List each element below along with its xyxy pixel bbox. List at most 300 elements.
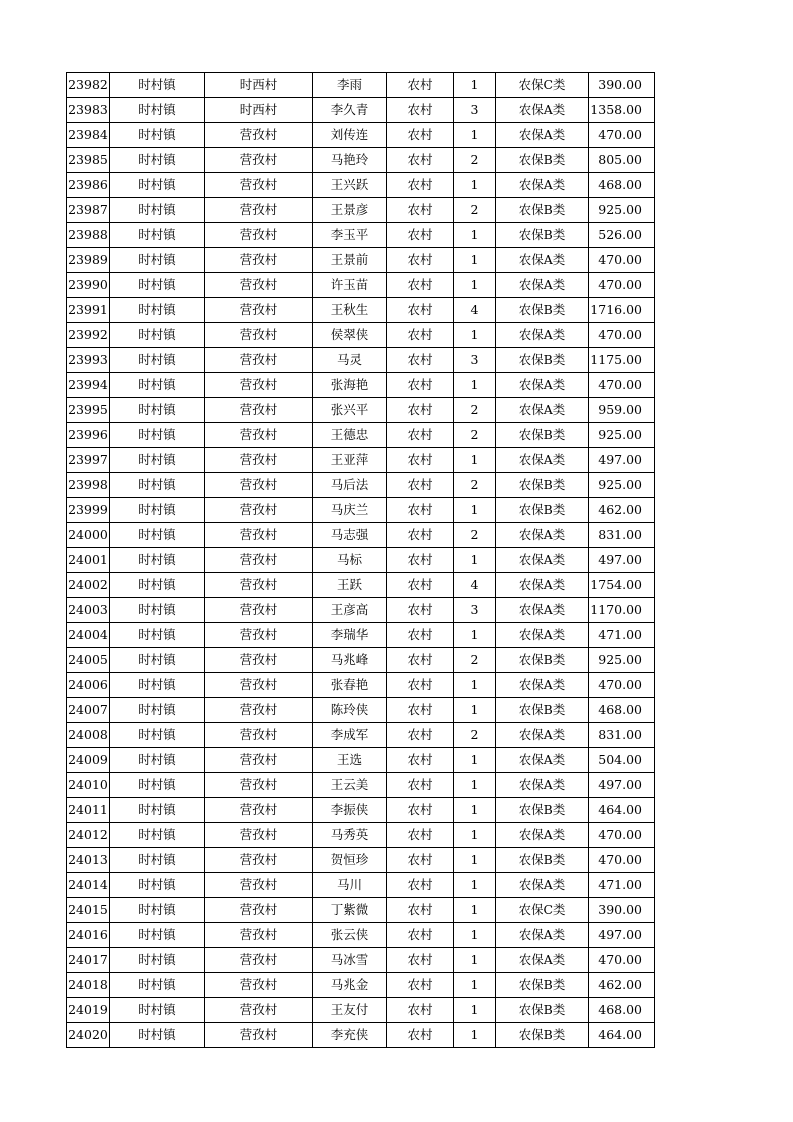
member-count-cell: 1 (454, 823, 496, 848)
person-name-cell: 王云美 (313, 773, 387, 798)
record-number: 24003 (67, 598, 110, 623)
table-row (67, 248, 655, 273)
table-row (67, 598, 655, 623)
insurance-category-cell: 农保B类 (496, 698, 589, 723)
town-cell: 时村镇 (110, 623, 205, 648)
amount-cell: 497.00 (589, 773, 655, 798)
village-cell: 营孜村 (205, 198, 313, 223)
member-count-cell: 2 (454, 523, 496, 548)
member-count-cell: 1 (454, 323, 496, 348)
person-name-cell: 马艳玲 (313, 148, 387, 173)
member-count-cell: 1 (454, 998, 496, 1023)
person-name-cell: 马川 (313, 873, 387, 898)
person-name-cell: 马标 (313, 548, 387, 573)
amount-cell: 470.00 (589, 273, 655, 298)
town-cell: 时村镇 (110, 973, 205, 998)
amount-cell: 471.00 (589, 873, 655, 898)
village-cell: 营孜村 (205, 623, 313, 648)
insurance-category-cell: 农保A类 (496, 173, 589, 198)
insurance-category-cell: 农保B类 (496, 498, 589, 523)
member-count-cell: 3 (454, 598, 496, 623)
amount-cell: 464.00 (589, 798, 655, 823)
record-number: 24009 (67, 748, 110, 773)
household-type-cell: 农村 (387, 398, 454, 423)
member-count-cell: 1 (454, 798, 496, 823)
insurance-category-cell: 农保A类 (496, 573, 589, 598)
insurance-category-cell: 农保B类 (496, 223, 589, 248)
household-type-cell: 农村 (387, 848, 454, 873)
insurance-category-cell: 农保A类 (496, 323, 589, 348)
record-number: 23989 (67, 248, 110, 273)
member-count-cell: 1 (454, 73, 496, 98)
person-name-cell: 李久青 (313, 98, 387, 123)
table-row (67, 948, 655, 973)
town-cell: 时村镇 (110, 98, 205, 123)
village-cell: 营孜村 (205, 1023, 313, 1048)
amount-cell: 831.00 (589, 723, 655, 748)
insurance-category-cell: 农保B类 (496, 423, 589, 448)
insurance-category-cell: 农保A类 (496, 773, 589, 798)
household-type-cell: 农村 (387, 273, 454, 298)
amount-cell: 470.00 (589, 823, 655, 848)
amount-cell: 1754.00 (589, 573, 655, 598)
record-number: 23987 (67, 198, 110, 223)
village-cell: 营孜村 (205, 123, 313, 148)
table-row (67, 423, 655, 448)
insurance-category-cell: 农保B类 (496, 198, 589, 223)
record-number: 23985 (67, 148, 110, 173)
table-row (67, 923, 655, 948)
town-cell: 时村镇 (110, 523, 205, 548)
table-row (67, 398, 655, 423)
household-type-cell: 农村 (387, 898, 454, 923)
village-cell: 营孜村 (205, 648, 313, 673)
village-cell: 营孜村 (205, 573, 313, 598)
amount-cell: 462.00 (589, 498, 655, 523)
village-cell: 营孜村 (205, 323, 313, 348)
household-type-cell: 农村 (387, 498, 454, 523)
member-count-cell: 1 (454, 623, 496, 648)
table-row (67, 698, 655, 723)
member-count-cell: 2 (454, 423, 496, 448)
record-number: 23993 (67, 348, 110, 373)
table-row (67, 823, 655, 848)
member-count-cell: 1 (454, 898, 496, 923)
insurance-category-cell: 农保A类 (496, 873, 589, 898)
table-row (67, 173, 655, 198)
village-cell: 营孜村 (205, 848, 313, 873)
household-type-cell: 农村 (387, 73, 454, 98)
table-row (67, 898, 655, 923)
record-number: 24004 (67, 623, 110, 648)
village-cell: 营孜村 (205, 948, 313, 973)
household-type-cell: 农村 (387, 823, 454, 848)
person-name-cell: 许玉苗 (313, 273, 387, 298)
amount-cell: 462.00 (589, 973, 655, 998)
amount-cell: 468.00 (589, 998, 655, 1023)
table-row (67, 998, 655, 1023)
person-name-cell: 马兆峰 (313, 648, 387, 673)
person-name-cell: 马兆金 (313, 973, 387, 998)
amount-cell: 504.00 (589, 748, 655, 773)
village-cell: 营孜村 (205, 998, 313, 1023)
table-row (67, 148, 655, 173)
member-count-cell: 1 (454, 273, 496, 298)
person-name-cell: 李雨 (313, 73, 387, 98)
record-number: 23994 (67, 373, 110, 398)
town-cell: 时村镇 (110, 648, 205, 673)
member-count-cell: 1 (454, 498, 496, 523)
table-row (67, 1023, 655, 1048)
town-cell: 时村镇 (110, 848, 205, 873)
village-cell: 营孜村 (205, 173, 313, 198)
person-name-cell: 王亚萍 (313, 448, 387, 473)
person-name-cell: 李玉平 (313, 223, 387, 248)
record-number: 24018 (67, 973, 110, 998)
table-row (67, 448, 655, 473)
village-cell: 营孜村 (205, 423, 313, 448)
village-cell: 营孜村 (205, 498, 313, 523)
record-number: 23986 (67, 173, 110, 198)
insurance-category-cell: 农保B类 (496, 348, 589, 373)
record-number: 23982 (67, 73, 110, 98)
village-cell: 营孜村 (205, 298, 313, 323)
household-type-cell: 农村 (387, 973, 454, 998)
insurance-category-cell: 农保A类 (496, 373, 589, 398)
household-type-cell: 农村 (387, 198, 454, 223)
record-number: 23983 (67, 98, 110, 123)
town-cell: 时村镇 (110, 398, 205, 423)
amount-cell: 471.00 (589, 623, 655, 648)
amount-cell: 925.00 (589, 648, 655, 673)
amount-cell: 470.00 (589, 673, 655, 698)
amount-cell: 468.00 (589, 698, 655, 723)
member-count-cell: 2 (454, 148, 496, 173)
insurance-category-cell: 农保C类 (496, 898, 589, 923)
record-number: 23996 (67, 423, 110, 448)
record-number: 23999 (67, 498, 110, 523)
amount-cell: 1358.00 (589, 98, 655, 123)
town-cell: 时村镇 (110, 173, 205, 198)
person-name-cell: 马秀英 (313, 823, 387, 848)
village-cell: 营孜村 (205, 798, 313, 823)
town-cell: 时村镇 (110, 148, 205, 173)
town-cell: 时村镇 (110, 473, 205, 498)
member-count-cell: 1 (454, 223, 496, 248)
person-name-cell: 李瑞华 (313, 623, 387, 648)
member-count-cell: 2 (454, 648, 496, 673)
town-cell: 时村镇 (110, 823, 205, 848)
table-row (67, 623, 655, 648)
village-cell: 时西村 (205, 73, 313, 98)
insurance-category-cell: 农保A类 (496, 123, 589, 148)
person-name-cell: 李成军 (313, 723, 387, 748)
record-number: 24016 (67, 923, 110, 948)
household-type-cell: 农村 (387, 923, 454, 948)
member-count-cell: 2 (454, 473, 496, 498)
insurance-category-cell: 农保B类 (496, 798, 589, 823)
person-name-cell: 王德忠 (313, 423, 387, 448)
household-type-cell: 农村 (387, 248, 454, 273)
town-cell: 时村镇 (110, 298, 205, 323)
insurance-category-cell: 农保A类 (496, 723, 589, 748)
amount-cell: 470.00 (589, 948, 655, 973)
village-cell: 营孜村 (205, 223, 313, 248)
insurance-category-cell: 农保B类 (496, 973, 589, 998)
village-cell: 营孜村 (205, 548, 313, 573)
amount-cell: 925.00 (589, 423, 655, 448)
town-cell: 时村镇 (110, 248, 205, 273)
person-name-cell: 王秋生 (313, 298, 387, 323)
insurance-category-cell: 农保A类 (496, 548, 589, 573)
member-count-cell: 1 (454, 923, 496, 948)
town-cell: 时村镇 (110, 748, 205, 773)
member-count-cell: 2 (454, 398, 496, 423)
person-name-cell: 张云侠 (313, 923, 387, 948)
household-type-cell: 农村 (387, 748, 454, 773)
insurance-category-cell: 农保A类 (496, 523, 589, 548)
town-cell: 时村镇 (110, 423, 205, 448)
member-count-cell: 1 (454, 948, 496, 973)
record-number: 24012 (67, 823, 110, 848)
household-type-cell: 农村 (387, 323, 454, 348)
table-row (67, 298, 655, 323)
record-number: 23991 (67, 298, 110, 323)
insurance-category-cell: 农保B类 (496, 298, 589, 323)
town-cell: 时村镇 (110, 673, 205, 698)
member-count-cell: 1 (454, 973, 496, 998)
member-count-cell: 2 (454, 723, 496, 748)
insurance-category-cell: 农保B类 (496, 1023, 589, 1048)
member-count-cell: 1 (454, 548, 496, 573)
town-cell: 时村镇 (110, 498, 205, 523)
person-name-cell: 刘传连 (313, 123, 387, 148)
record-number: 23998 (67, 473, 110, 498)
record-number: 24020 (67, 1023, 110, 1048)
village-cell: 营孜村 (205, 873, 313, 898)
village-cell: 营孜村 (205, 448, 313, 473)
household-type-cell: 农村 (387, 123, 454, 148)
person-name-cell: 陈玲侠 (313, 698, 387, 723)
household-type-cell: 农村 (387, 448, 454, 473)
person-name-cell: 侯翠侠 (313, 323, 387, 348)
person-name-cell: 张海艳 (313, 373, 387, 398)
insurance-category-cell: 农保A类 (496, 948, 589, 973)
insurance-category-cell: 农保A类 (496, 598, 589, 623)
table-row (67, 673, 655, 698)
table-row (67, 323, 655, 348)
record-number: 23997 (67, 448, 110, 473)
record-number: 24001 (67, 548, 110, 573)
record-number: 23988 (67, 223, 110, 248)
amount-cell: 497.00 (589, 448, 655, 473)
town-cell: 时村镇 (110, 573, 205, 598)
town-cell: 时村镇 (110, 73, 205, 98)
insurance-category-cell: 农保A类 (496, 248, 589, 273)
amount-cell: 470.00 (589, 123, 655, 148)
household-type-cell: 农村 (387, 148, 454, 173)
member-count-cell: 1 (454, 773, 496, 798)
village-cell: 营孜村 (205, 523, 313, 548)
person-name-cell: 马冰雪 (313, 948, 387, 973)
person-name-cell: 张兴平 (313, 398, 387, 423)
amount-cell: 925.00 (589, 198, 655, 223)
member-count-cell: 1 (454, 873, 496, 898)
table-row (67, 273, 655, 298)
table-row (67, 973, 655, 998)
insurance-category-cell: 农保B类 (496, 473, 589, 498)
village-cell: 营孜村 (205, 273, 313, 298)
village-cell: 营孜村 (205, 598, 313, 623)
roster-table (66, 72, 655, 1048)
town-cell: 时村镇 (110, 548, 205, 573)
insurance-category-cell: 农保B类 (496, 848, 589, 873)
village-cell: 营孜村 (205, 773, 313, 798)
member-count-cell: 3 (454, 98, 496, 123)
village-cell: 营孜村 (205, 248, 313, 273)
table-row (67, 873, 655, 898)
table-row (67, 723, 655, 748)
household-type-cell: 农村 (387, 173, 454, 198)
town-cell: 时村镇 (110, 948, 205, 973)
member-count-cell: 1 (454, 123, 496, 148)
insurance-category-cell: 农保C类 (496, 73, 589, 98)
record-number: 23984 (67, 123, 110, 148)
insurance-category-cell: 农保A类 (496, 273, 589, 298)
amount-cell: 1716.00 (589, 298, 655, 323)
person-name-cell: 贺恒珍 (313, 848, 387, 873)
amount-cell: 464.00 (589, 1023, 655, 1048)
village-cell: 营孜村 (205, 398, 313, 423)
record-number: 24013 (67, 848, 110, 873)
record-number: 24019 (67, 998, 110, 1023)
table-row (67, 573, 655, 598)
member-count-cell: 1 (454, 748, 496, 773)
amount-cell: 470.00 (589, 248, 655, 273)
table-row (67, 198, 655, 223)
household-type-cell: 农村 (387, 873, 454, 898)
member-count-cell: 1 (454, 848, 496, 873)
amount-cell: 390.00 (589, 898, 655, 923)
person-name-cell: 马庆兰 (313, 498, 387, 523)
amount-cell: 925.00 (589, 473, 655, 498)
person-name-cell: 王跃 (313, 573, 387, 598)
person-name-cell: 王兴跃 (313, 173, 387, 198)
village-cell: 营孜村 (205, 748, 313, 773)
town-cell: 时村镇 (110, 923, 205, 948)
amount-cell: 468.00 (589, 173, 655, 198)
member-count-cell: 4 (454, 573, 496, 598)
household-type-cell: 农村 (387, 598, 454, 623)
amount-cell: 831.00 (589, 523, 655, 548)
amount-cell: 470.00 (589, 848, 655, 873)
table-row (67, 523, 655, 548)
amount-cell: 1170.00 (589, 598, 655, 623)
village-cell: 时西村 (205, 98, 313, 123)
record-number: 24005 (67, 648, 110, 673)
village-cell: 营孜村 (205, 348, 313, 373)
record-number: 24008 (67, 723, 110, 748)
table-row (67, 798, 655, 823)
insurance-category-cell: 农保A类 (496, 923, 589, 948)
town-cell: 时村镇 (110, 348, 205, 373)
person-name-cell: 王选 (313, 748, 387, 773)
town-cell: 时村镇 (110, 373, 205, 398)
member-count-cell: 1 (454, 373, 496, 398)
village-cell: 营孜村 (205, 823, 313, 848)
record-number: 24000 (67, 523, 110, 548)
town-cell: 时村镇 (110, 448, 205, 473)
town-cell: 时村镇 (110, 698, 205, 723)
record-number: 24002 (67, 573, 110, 598)
insurance-category-cell: 农保A类 (496, 673, 589, 698)
person-name-cell: 王景前 (313, 248, 387, 273)
member-count-cell: 3 (454, 348, 496, 373)
member-count-cell: 1 (454, 248, 496, 273)
record-number: 23995 (67, 398, 110, 423)
town-cell: 时村镇 (110, 273, 205, 298)
town-cell: 时村镇 (110, 998, 205, 1023)
household-type-cell: 农村 (387, 698, 454, 723)
insurance-category-cell: 农保B类 (496, 998, 589, 1023)
table-row (67, 848, 655, 873)
member-count-cell: 1 (454, 448, 496, 473)
record-number: 24007 (67, 698, 110, 723)
person-name-cell: 马后法 (313, 473, 387, 498)
household-type-cell: 农村 (387, 523, 454, 548)
village-cell: 营孜村 (205, 698, 313, 723)
member-count-cell: 1 (454, 698, 496, 723)
person-name-cell: 王友付 (313, 998, 387, 1023)
table-row (67, 548, 655, 573)
household-type-cell: 农村 (387, 298, 454, 323)
person-name-cell: 李振侠 (313, 798, 387, 823)
town-cell: 时村镇 (110, 873, 205, 898)
table-row (67, 73, 655, 98)
amount-cell: 1175.00 (589, 348, 655, 373)
record-number: 24014 (67, 873, 110, 898)
town-cell: 时村镇 (110, 598, 205, 623)
town-cell: 时村镇 (110, 123, 205, 148)
village-cell: 营孜村 (205, 723, 313, 748)
household-type-cell: 农村 (387, 423, 454, 448)
town-cell: 时村镇 (110, 1023, 205, 1048)
village-cell: 营孜村 (205, 473, 313, 498)
household-type-cell: 农村 (387, 373, 454, 398)
household-type-cell: 农村 (387, 548, 454, 573)
table-row (67, 773, 655, 798)
record-number: 23992 (67, 323, 110, 348)
record-number: 24006 (67, 673, 110, 698)
household-type-cell: 农村 (387, 573, 454, 598)
roster-body (67, 73, 655, 1048)
amount-cell: 526.00 (589, 223, 655, 248)
record-number: 24011 (67, 798, 110, 823)
insurance-category-cell: 农保A类 (496, 398, 589, 423)
record-number: 24010 (67, 773, 110, 798)
member-count-cell: 1 (454, 1023, 496, 1048)
person-name-cell: 马灵 (313, 348, 387, 373)
household-type-cell: 农村 (387, 798, 454, 823)
record-number: 24015 (67, 898, 110, 923)
town-cell: 时村镇 (110, 723, 205, 748)
person-name-cell: 丁紫微 (313, 898, 387, 923)
insurance-category-cell: 农保B类 (496, 148, 589, 173)
amount-cell: 470.00 (589, 323, 655, 348)
person-name-cell: 王彦高 (313, 598, 387, 623)
member-count-cell: 1 (454, 173, 496, 198)
amount-cell: 805.00 (589, 148, 655, 173)
